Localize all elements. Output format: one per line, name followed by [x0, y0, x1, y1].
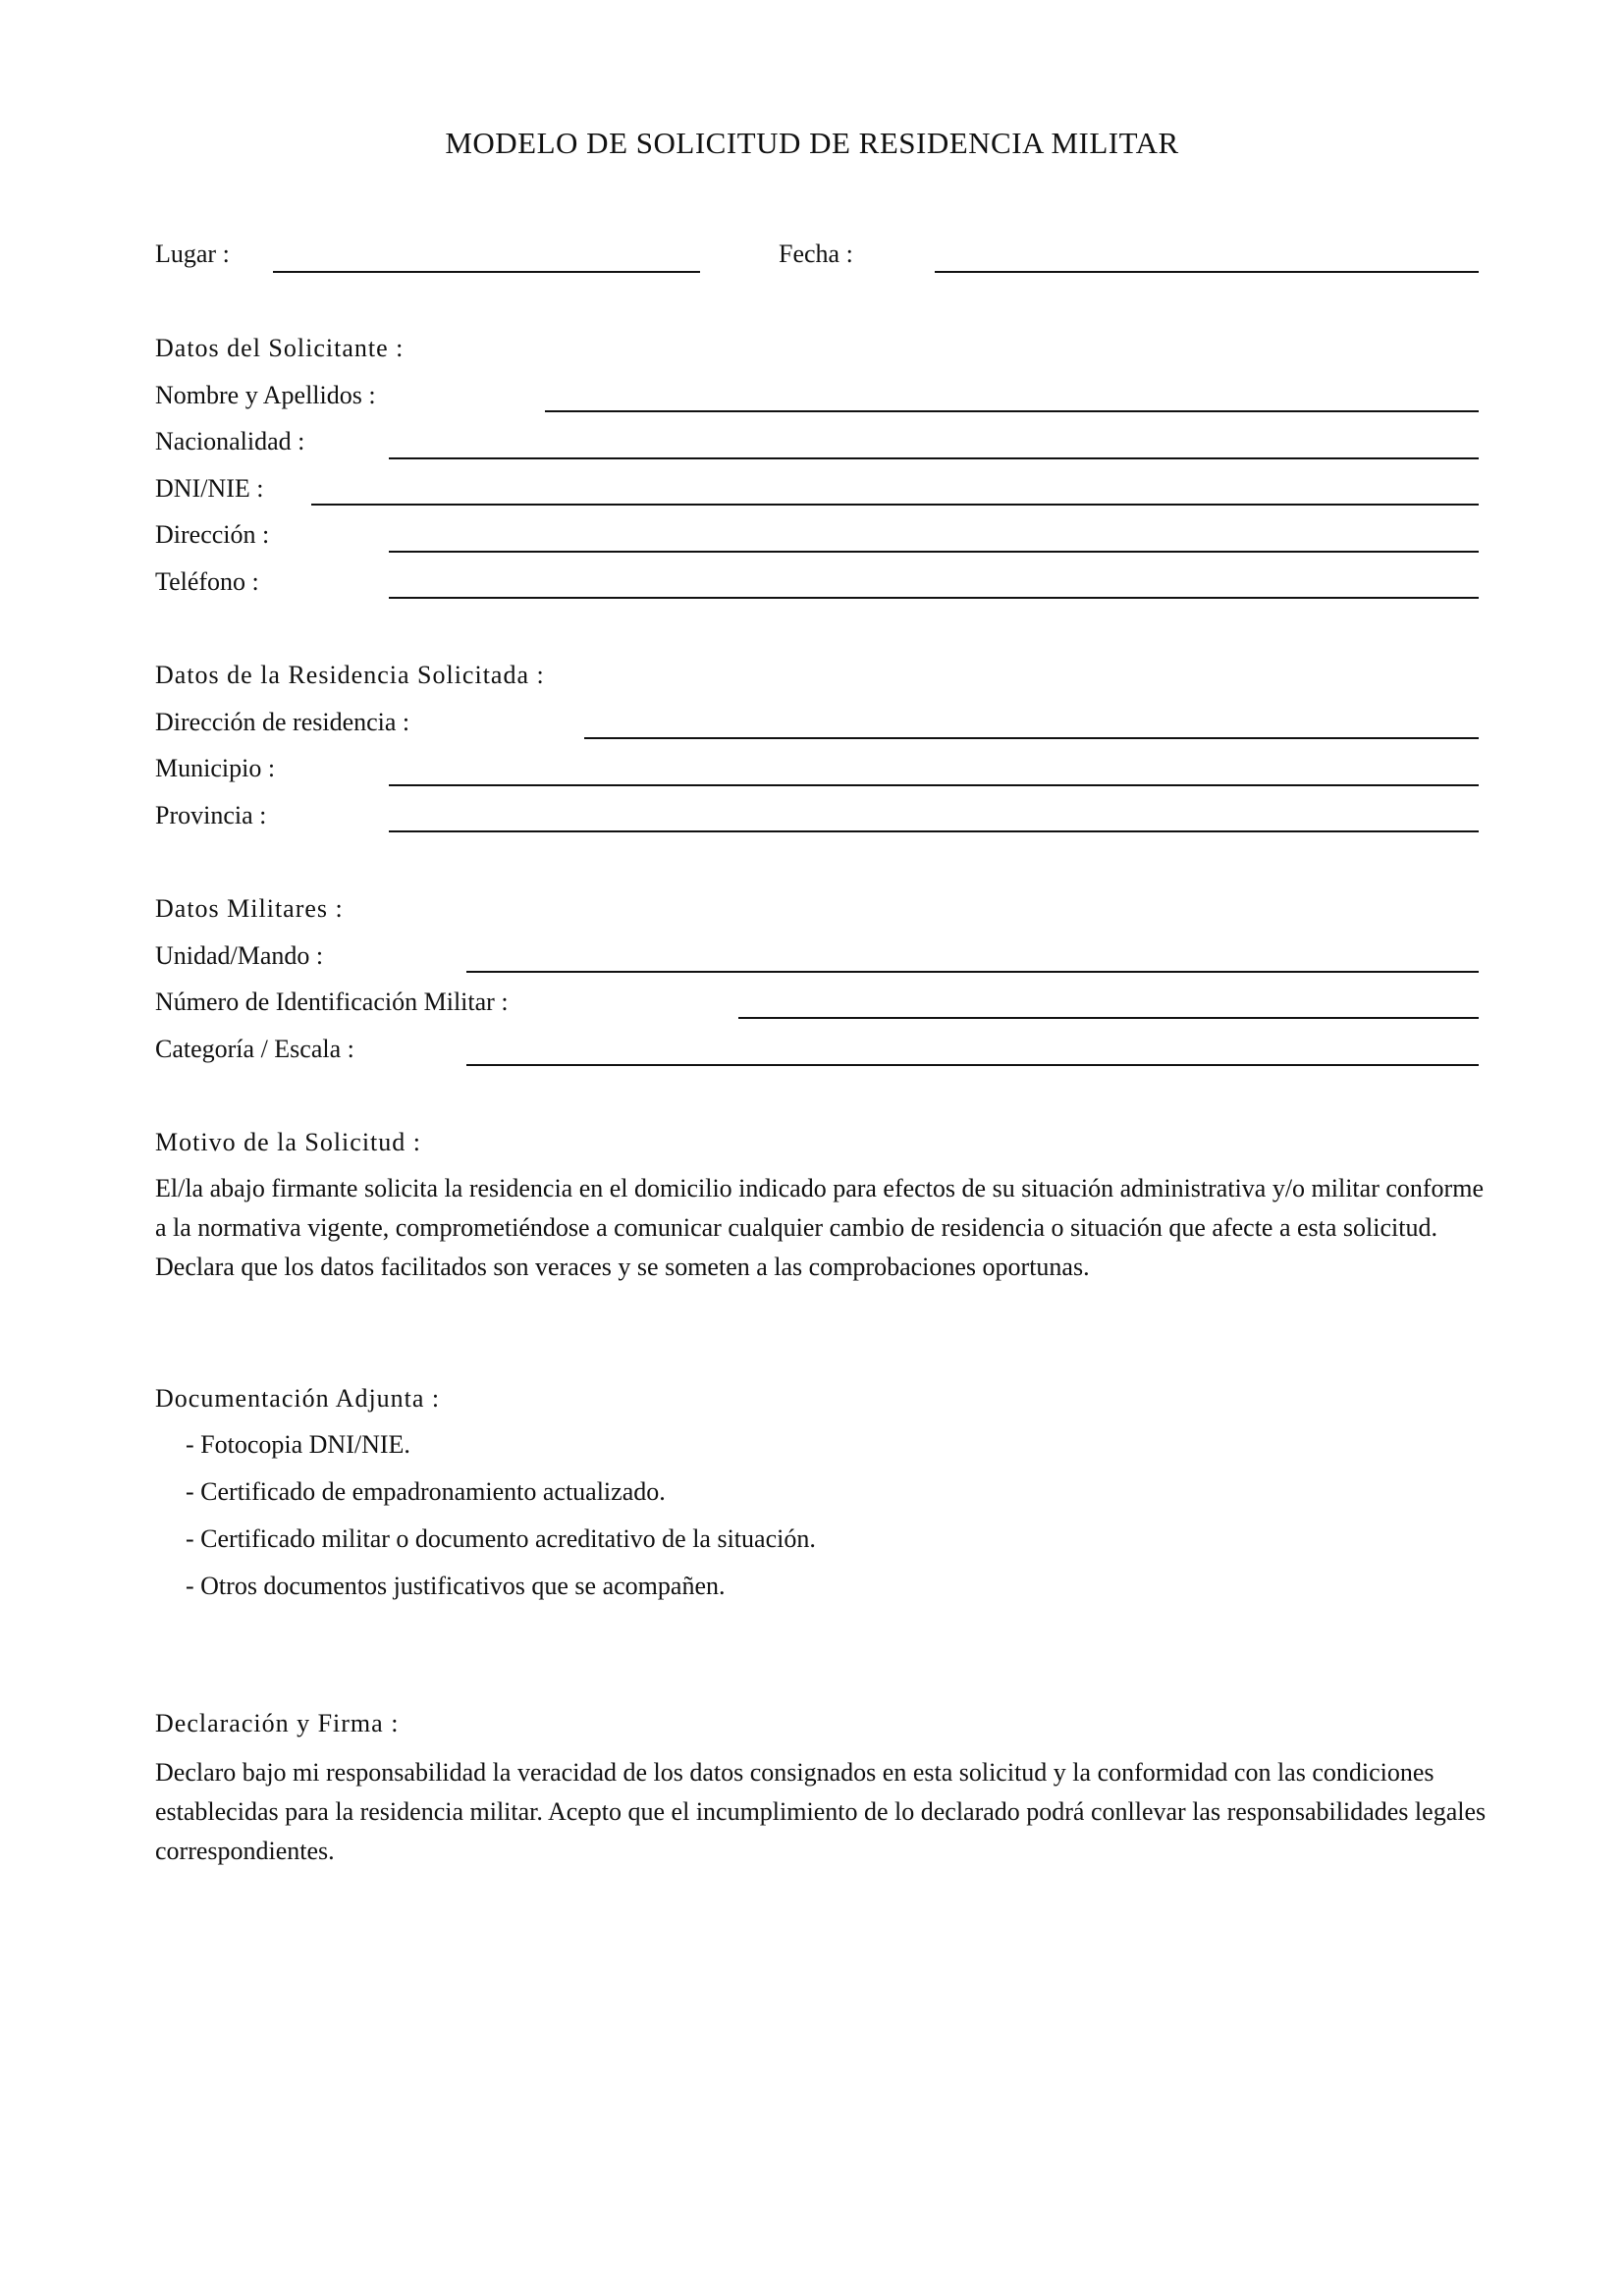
- lugar-label: Lugar :: [155, 240, 230, 268]
- form-title: MODELO DE SOLICITUD DE RESIDENCIA MILITAR: [445, 126, 1179, 160]
- telefono-field[interactable]: [389, 597, 1479, 599]
- motivo-text: El/la abajo firmante solicita la residencia en el domicilio indicado para efectos de su situación administrativa y/o militar conforme a la normativa vigente, comprometiéndose a comunicar cualquier cambio de residencia o situación que afecte a esta solicitud. Declara que los datos facilitados son veraces y se someten a las comprobaciones oportunas.: [155, 1174, 1484, 1281]
- direccion-residencia-label: Dirección de residencia :: [155, 708, 410, 736]
- list-item: - Certificado militar o documento acreditativo de la situación.: [186, 1524, 816, 1553]
- unidad-field[interactable]: [466, 971, 1479, 973]
- telefono-label: Teléfono :: [155, 567, 259, 596]
- numero-militar-label: Número de Identificación Militar :: [155, 988, 509, 1016]
- municipio-field[interactable]: [389, 784, 1479, 786]
- militares-heading: Datos Militares :: [155, 894, 344, 923]
- nombre-label: Nombre y Apellidos :: [155, 381, 376, 409]
- provincia-label: Provincia :: [155, 801, 267, 829]
- nombre-field[interactable]: [545, 410, 1479, 412]
- declaracion-heading: Declaración y Firma :: [155, 1709, 400, 1737]
- categoria-label: Categoría / Escala :: [155, 1035, 354, 1063]
- direccion-residencia-field[interactable]: [584, 737, 1479, 739]
- documentacion-list: [186, 1429, 816, 1618]
- fecha-field[interactable]: [935, 271, 1479, 273]
- nacionalidad-field[interactable]: [389, 457, 1479, 459]
- dni-label: DNI/NIE :: [155, 474, 264, 503]
- direccion-field[interactable]: [389, 551, 1479, 553]
- list-item: - Otros documentos justificativos que se acompañen.: [186, 1572, 726, 1600]
- unidad-label: Unidad/Mando :: [155, 941, 324, 970]
- declaracion-text: Declaro bajo mi responsabilidad la veracidad de los datos consignados en esta solicitud y la conformidad con las condiciones establecidas para la residencia militar. Acepto que el incumplimiento de lo declarado podrá conllevar las responsabilidades legales correspondientes.: [155, 1758, 1487, 1865]
- solicitante-heading: Datos del Solicitante :: [155, 334, 405, 362]
- list-item: - Fotocopia DNI/NIE.: [186, 1430, 410, 1459]
- municipio-label: Municipio :: [155, 754, 276, 782]
- motivo-heading: Motivo de la Solicitud :: [155, 1128, 421, 1156]
- documentacion-heading: Documentación Adjunta :: [155, 1384, 441, 1413]
- numero-militar-field[interactable]: [738, 1017, 1479, 1019]
- categoria-field[interactable]: [466, 1064, 1479, 1066]
- fecha-label: Fecha :: [779, 240, 853, 268]
- dni-field[interactable]: [311, 504, 1479, 506]
- direccion-label: Dirección :: [155, 520, 270, 549]
- residencia-heading: Datos de la Residencia Solicitada :: [155, 661, 545, 689]
- nacionalidad-label: Nacionalidad :: [155, 427, 305, 455]
- lugar-field[interactable]: [273, 271, 700, 273]
- list-item: - Certificado de empadronamiento actualizado.: [186, 1477, 666, 1506]
- provincia-field[interactable]: [389, 830, 1479, 832]
